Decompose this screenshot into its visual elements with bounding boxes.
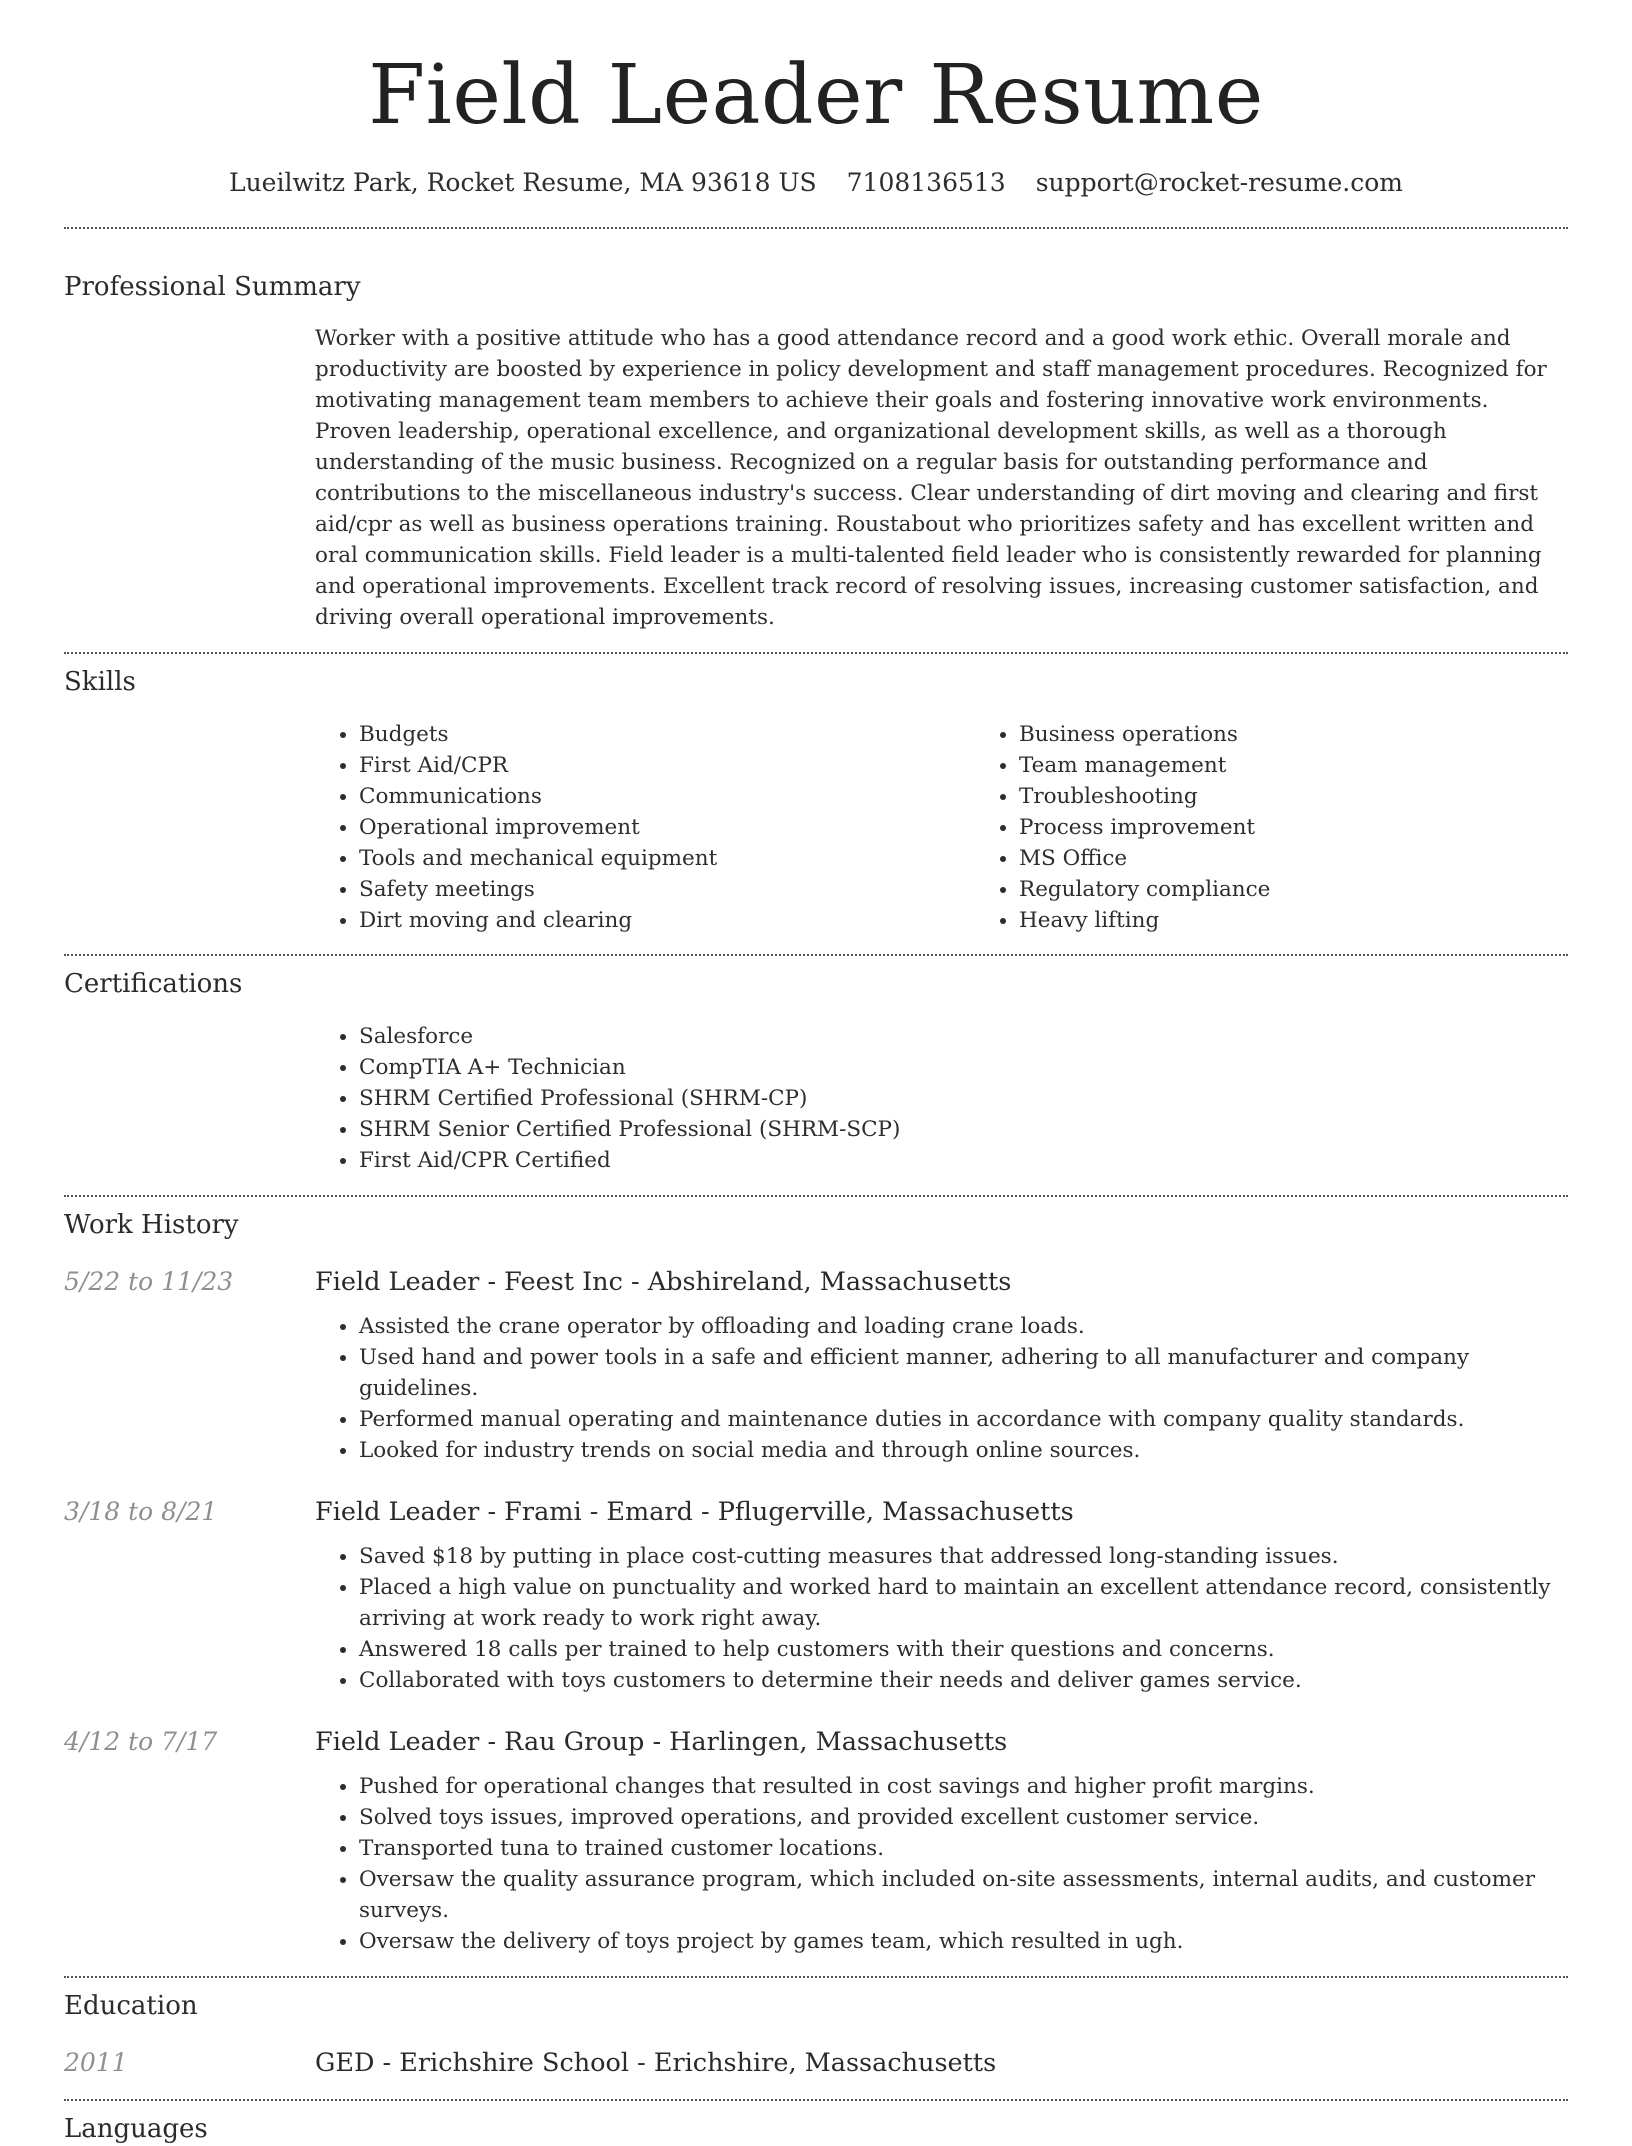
certifications-heading: Certifications: [64, 969, 243, 999]
job-bullet: • Used hand and power tools in a safe and efficient manner, adhering to all manufacturer and company guidelines.: [359, 1342, 1568, 1404]
job-bullet: • Solved toys issues, improved operations, and provided excellent customer service.: [359, 1802, 1568, 1833]
contact-line: [64, 166, 1568, 200]
skill-item: • Process improvement: [1019, 812, 1632, 843]
job-entry: [64, 1495, 1568, 1696]
job-bullet: • Oversaw the delivery of toys project by games team, which resulted in ugh.: [359, 1926, 1568, 1957]
job-header: [64, 1265, 1568, 1299]
job-dates: 4/12 to 7/17: [64, 1727, 218, 1756]
page-title: Field Leader Resume: [368, 48, 1264, 143]
summary-heading: Professional Summary: [64, 272, 361, 302]
skill-item: • Team management: [1019, 750, 1632, 781]
certifications-list-wrap: [315, 1021, 1568, 1176]
job-bullets: [315, 1311, 1568, 1466]
job-title: Field Leader - Feest Inc - Abshireland, Massachusetts: [315, 1267, 1012, 1297]
job-entry: [64, 1725, 1568, 1957]
contact-phone: 7108136513: [846, 168, 1006, 197]
skills-list-left: [315, 719, 975, 936]
skill-item: • Regulatory compliance: [1019, 874, 1632, 905]
job-bullet: • Collaborated with toys customers to determine their needs and deliver games service.: [359, 1665, 1568, 1696]
skill-item: • Troubleshooting: [1019, 781, 1632, 812]
job-bullet: • Performed manual operating and maintenance duties in accordance with company quality standards.: [359, 1404, 1568, 1435]
contact-email: support@rocket-resume.com: [1035, 168, 1404, 197]
job-header: [64, 1725, 1568, 1759]
certifications-list: [315, 1021, 1568, 1176]
languages-section: [64, 2101, 1568, 2146]
job-bullet: • Oversaw the quality assurance program, which included on-site assessments, internal audits, and customer surveys.: [359, 1864, 1568, 1926]
job-bullet: • Saved $18 by putting in place cost-cutting measures that addressed long-standing issues.: [359, 1541, 1568, 1572]
skills-heading: Skills: [64, 667, 136, 697]
skill-item: • Business operations: [1019, 719, 1632, 750]
skill-item: • Communications: [359, 781, 975, 812]
education-section: [64, 1978, 1568, 2080]
skill-item: • Tools and mechanical equipment: [359, 843, 975, 874]
education-entry: [64, 2046, 1568, 2080]
job-bullet: • Answered 18 calls per trained to help customers with their questions and concerns.: [359, 1634, 1568, 1665]
job-bullets: [315, 1771, 1568, 1957]
skill-item: • Dirt moving and clearing: [359, 905, 975, 936]
job-bullets: [315, 1541, 1568, 1696]
skills-list-right: [975, 719, 1632, 936]
certification-item: • SHRM Senior Certified Professional (SHRM-SCP): [359, 1114, 1568, 1145]
job-bullet: • Assisted the crane operator by offloading and loading crane loads.: [359, 1311, 1568, 1342]
education-title: GED - Erichshire School - Erichshire, Massachusetts: [315, 2048, 997, 2078]
summary-section: [64, 229, 1568, 633]
resume-page: [64, 0, 1568, 2146]
work-history-section: [64, 1197, 1568, 1957]
job-bullet-list: [315, 1311, 1568, 1466]
job-bullet: • Pushed for operational changes that resulted in cost savings and higher profit margins.: [359, 1771, 1568, 1802]
job-bullet: • Transported tuna to trained customer locations.: [359, 1833, 1568, 1864]
skill-item: • Budgets: [359, 719, 975, 750]
skills-section: [64, 654, 1568, 936]
contact-address: Lueilwitz Park, Rocket Resume, MA 93618 US: [228, 168, 817, 197]
job-header: [64, 1495, 1568, 1529]
skill-item: • First Aid/CPR: [359, 750, 975, 781]
job-bullet-list: [315, 1541, 1568, 1696]
certification-item: • First Aid/CPR Certified: [359, 1145, 1568, 1176]
job-entry: [64, 1265, 1568, 1466]
certification-item: • Salesforce: [359, 1021, 1568, 1052]
skill-item: • Safety meetings: [359, 874, 975, 905]
education-year: 2011: [64, 2048, 128, 2077]
languages-heading: Languages: [64, 2114, 208, 2144]
education-heading: Education: [64, 1991, 198, 2021]
skill-item: • Heavy lifting: [1019, 905, 1632, 936]
summary-text: Worker with a positive attitude who has a good attendance record and a good work ethic. Overall morale and productivity are boosted by experience in policy development and staff management procedures. Recognized for motivating management team members to achieve their goals and fostering innovative work environments. Proven leadership, operational excellence, and organizational development skills, as well as a thorough understanding of the music business. Recognized on a regular basis for outstanding performance and contributions to the miscellaneous industry's success. Clear understanding of dirt moving and clearing and first aid/cpr as well as business operations training. Roustabout who prioritizes safety and has excellent written and oral communication skills. Field leader is a multi-talented field leader who is consistently rewarded for planning and operational improvements. Excellent track record of resolving issues, increasing customer satisfaction, and driving overall operational improvements.: [315, 326, 1547, 630]
skills-columns: [315, 719, 1568, 936]
job-dates: 5/22 to 11/23: [64, 1267, 234, 1296]
certification-item: • CompTIA A+ Technician: [359, 1052, 1568, 1083]
job-bullet: • Placed a high value on punctuality and worked hard to maintain an excellent attendance record, consistently arriving at work ready to work right away.: [359, 1572, 1568, 1634]
job-bullet-list: [315, 1771, 1568, 1957]
certifications-section: [64, 956, 1568, 1176]
work-history-heading: Work History: [64, 1210, 239, 1240]
skill-item: • Operational improvement: [359, 812, 975, 843]
skill-item: • MS Office: [1019, 843, 1632, 874]
job-title: Field Leader - Rau Group - Harlingen, Massachusetts: [315, 1727, 1008, 1757]
job-dates: 3/18 to 8/21: [64, 1497, 218, 1526]
certification-item: • SHRM Certified Professional (SHRM-CP): [359, 1083, 1568, 1114]
job-bullet: • Looked for industry trends on social media and through online sources.: [359, 1435, 1568, 1466]
job-title: Field Leader - Frami - Emard - Pflugerville, Massachusetts: [315, 1497, 1074, 1527]
